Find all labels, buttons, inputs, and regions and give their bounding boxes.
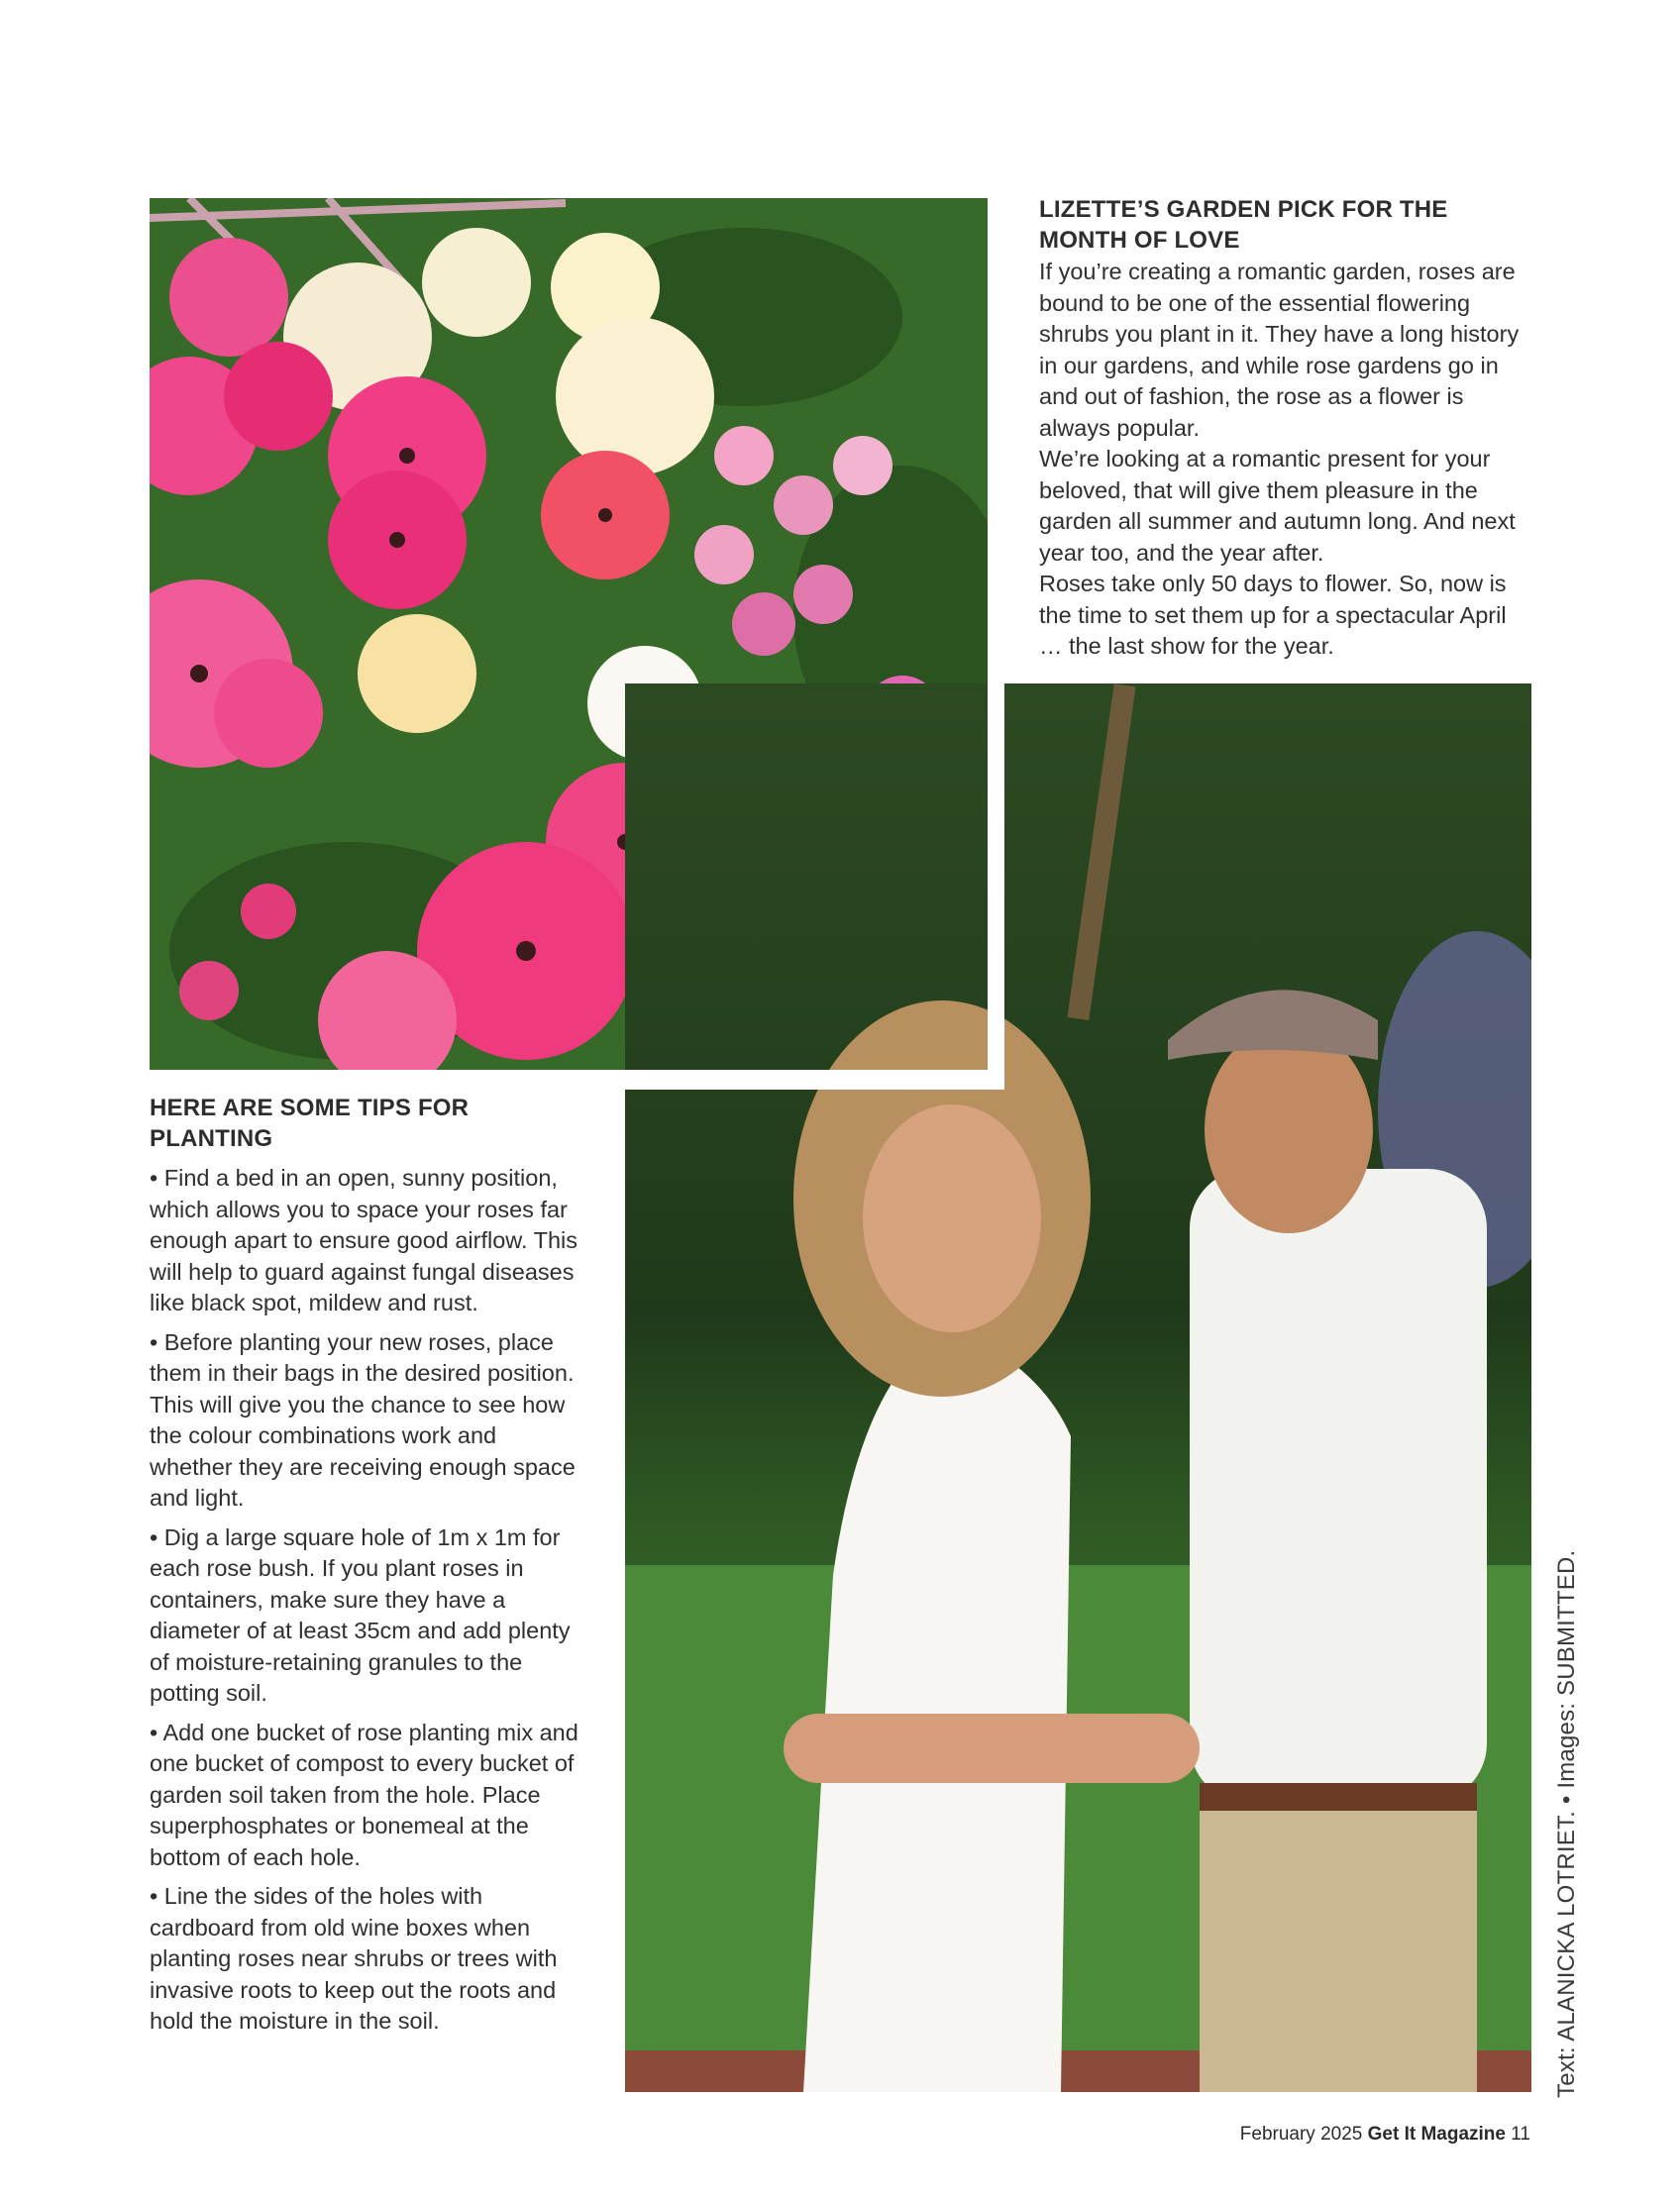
intro-paragraph: We’re looking at a romantic present for your beloved, that will give them pleasure in the garden all summer and autumn long. And next year too, and the year after.: [1039, 446, 1516, 566]
tip-item: • Find a bed in an open, sunny position, which allows you to space your roses far enough apart to ensure good airflow. This will help to guard against fungal diseases like black spot, mildew and rust.: [150, 1165, 578, 1315]
tip-item: • Add one bucket of rose planting mix and one bucket of compost to every bucket of garden soil taken from the hole. Place superphosphates or bonemeal at the bottom of each hole.: [150, 1719, 578, 1870]
tip-item: • Dig a large square hole of 1m x 1m for each rose bush. If you plant roses in containers, make sure they have a diameter of at least 35cm and add plenty of moisture-retaining granules to the potting soil.: [150, 1523, 571, 1706]
photo-frame-divider: [625, 1070, 1004, 1090]
intro-paragraph: Roses take only 50 days to flower. So, now is the time to set them up for a spectacular April … the last show for the year.: [1039, 571, 1507, 659]
folio-date: February 2025: [1239, 2124, 1363, 2145]
folio-magazine: Get It Magazine: [1367, 2124, 1506, 2145]
tips-list: [150, 1163, 585, 2046]
photo-credit: Text: ALANICKA LOTRIET. • Images: SUBMITTED.: [1553, 1549, 1580, 2098]
tips-heading: HERE ARE SOME TIPS FOR PLANTING: [150, 1095, 470, 1152]
intro-paragraph: If you’re creating a romantic garden, roses are bound to be one of the essential flowering shrubs you plant in it. They have a long history in our gardens, and while rose gardens go in and out of fashion, the rose as a flower is always popular.: [1039, 259, 1520, 441]
tip-item: • Line the sides of the holes with cardboard from old wine boxes when planting roses near shrubs or trees with invasive roots to keep out the roots and hold the moisture in the soil.: [150, 1883, 558, 2034]
page-folio: [1240, 2124, 1530, 2146]
folio-page-number: 11: [1511, 2124, 1530, 2145]
tip-item: • Before planting your new roses, place them in their bags in the desired position. This will give you the chance to see how the colour combinations work and whether they are receiving enough space and light.: [150, 1328, 576, 1511]
photo-frame-divider: [988, 683, 1004, 1090]
couple-portrait-photo: [625, 683, 1531, 2092]
intro-heading: LIZETTE’S GARDEN PICK FOR THE MONTH OF LOVE: [1039, 196, 1448, 254]
intro-body: [1039, 257, 1534, 663]
